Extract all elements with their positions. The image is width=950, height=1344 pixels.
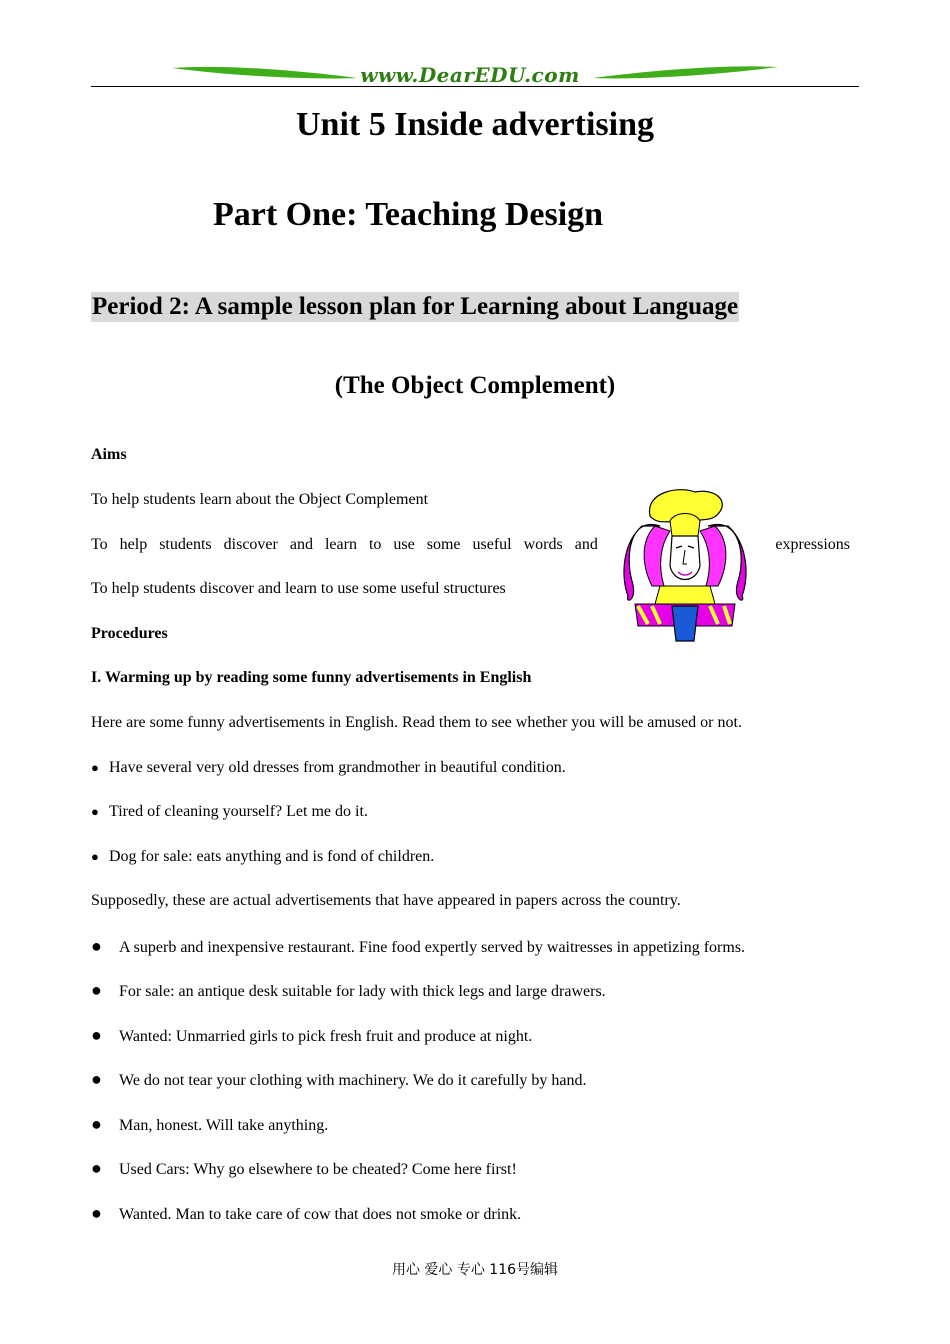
- period-title: Period 2: A sample lesson plan for Learning about Language: [92, 293, 739, 320]
- section-warming-up: I. Warming up by reading some funny advertisements in English: [91, 669, 532, 686]
- page-footer: 用心 爱心 专心 116号编辑: [391, 1262, 559, 1278]
- aims-heading: Aims: [91, 446, 127, 463]
- list-item: ● Have several very old dresses from grandmother in beautiful condition.: [91, 759, 566, 776]
- subtitle: (The Object Complement): [334, 372, 616, 399]
- part-title: Part One: Teaching Design: [213, 196, 604, 233]
- bullet-icon: ●: [91, 849, 99, 864]
- procedures-heading: Procedures: [91, 625, 168, 642]
- unit-title: Unit 5 Inside advertising: [296, 106, 654, 143]
- list-item: ● Dog for sale: eats anything and is fond of children.: [91, 848, 435, 865]
- header-logo-text[interactable]: www.DearEDU.com: [360, 63, 580, 87]
- list-item: ● We do not tear your clothing with machinery. We do it carefully by hand.: [91, 1069, 587, 1089]
- bullet-icon: ●: [91, 980, 102, 1000]
- list-item: ● For sale: an antique desk suitable for lady with thick legs and large drawers.: [91, 980, 606, 1000]
- jester-clipart: [620, 486, 750, 644]
- list-item: ● Man, honest. Will take anything.: [91, 1114, 329, 1134]
- list-item: ● Wanted. Man to take care of cow that does not smoke or drink.: [91, 1203, 522, 1223]
- list-item: ● Tired of cleaning yourself? Let me do it.: [91, 803, 368, 820]
- bullet-icon: ●: [91, 1069, 102, 1089]
- list-item: ● Used Cars: Why go elsewhere to be cheated? Come here first!: [91, 1158, 517, 1178]
- procedures-transition: Supposedly, these are actual advertisements that have appeared in papers across the country.: [91, 892, 681, 909]
- header-rule: [91, 86, 859, 87]
- bullet-icon: ●: [91, 936, 102, 956]
- aim-item-2-end: expressions: [775, 536, 850, 553]
- list-item: ● Wanted: Unmarried girls to pick fresh fruit and produce at night.: [91, 1025, 533, 1045]
- aim-item-1: To help students learn about the Object Complement: [91, 491, 429, 508]
- bullet-icon: ●: [91, 1158, 102, 1178]
- procedures-intro: Here are some funny advertisements in English. Read them to see whether you will be amused or not.: [91, 714, 742, 731]
- bullet-icon: ●: [91, 1114, 102, 1134]
- bullet-icon: ●: [91, 804, 99, 819]
- list-item: ● A superb and inexpensive restaurant. Fine food expertly served by waitresses in appetizing forms.: [91, 936, 746, 956]
- aim-item-2-words: To help students discover and learn to use some useful words and: [91, 536, 598, 553]
- aim-item-3: To help students discover and learn to use some useful structures: [91, 580, 506, 597]
- bullet-icon: ●: [91, 760, 99, 775]
- bullet-icon: ●: [91, 1203, 102, 1223]
- bullet-icon: ●: [91, 1025, 102, 1045]
